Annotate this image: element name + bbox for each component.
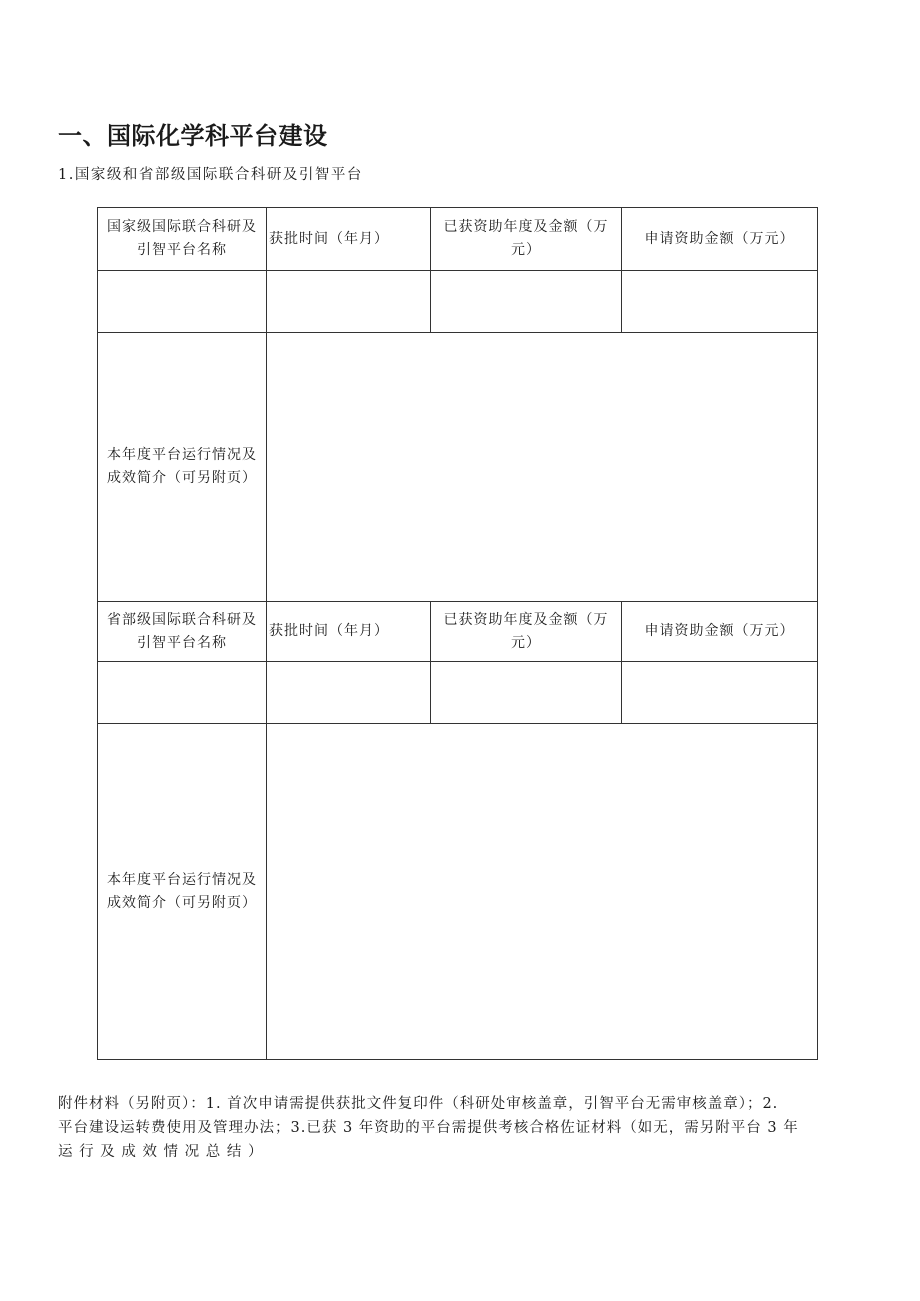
national-approval-time-label: 获批时间（年月） (267, 208, 431, 271)
attachment-line-3-char: 况 (184, 1144, 201, 1160)
platform-form-table (97, 207, 818, 1060)
provincial-platform-name-label: 省部级国际联合科研及引智平台名称 (98, 602, 267, 662)
national-approval-time-cell[interactable] (267, 271, 431, 333)
provincial-platform-name-cell[interactable] (98, 662, 267, 724)
attachment-line-3-char: 行 (79, 1144, 95, 1160)
attachment-line-3-char: 结 (226, 1144, 243, 1160)
subsection-title: 1.国家级和省部级国际联合科研及引智平台 (58, 167, 363, 183)
attachment-note (58, 1092, 858, 1164)
provincial-apply-amount-cell[interactable] (622, 662, 818, 724)
provincial-input-row (98, 662, 818, 724)
section-title: 一、国际化学科平台建设 (58, 122, 328, 150)
national-desc-row (98, 333, 818, 602)
provincial-apply-amount-label: 申请资助金额（万元） (622, 602, 818, 662)
national-header-row (98, 208, 818, 271)
national-apply-amount-cell[interactable] (622, 271, 818, 333)
attachment-line-3-char: 总 (205, 1144, 222, 1160)
provincial-header-row (98, 602, 818, 662)
national-platform-name-cell[interactable] (98, 271, 267, 333)
attachment-line-3-char: 效 (142, 1144, 158, 1160)
provincial-funded-amount-cell[interactable] (431, 662, 622, 724)
provincial-desc-row (98, 724, 818, 1060)
attachment-line-3-char: 情 (163, 1144, 180, 1160)
national-funded-amount-label: 已获资助年度及金额（万元） (431, 208, 622, 271)
national-desc-cell[interactable] (267, 333, 818, 602)
provincial-desc-label: 本年度平台运行情况及成效简介（可另附页） (98, 724, 267, 1060)
attachment-line-3-char: ） (247, 1144, 264, 1160)
attachment-line-3-char: 成 (121, 1144, 137, 1160)
attachment-line-1: 附件材料（另附页）：1. 首次申请需提供获批文件复印件（科研处审核盖章，引智平台无需审核盖章）；2. (58, 1096, 779, 1112)
attachment-line-3 (58, 1140, 850, 1164)
national-apply-amount-label: 申请资助金额（万元） (622, 208, 818, 271)
provincial-approval-time-cell[interactable] (267, 662, 431, 724)
provincial-funded-amount-label: 已获资助年度及金额（万元） (431, 602, 622, 662)
national-platform-name-label: 国家级国际联合科研及引智平台名称 (98, 208, 267, 271)
provincial-desc-cell[interactable] (267, 724, 818, 1060)
national-input-row (98, 271, 818, 333)
provincial-approval-time-label: 获批时间（年月） (267, 602, 431, 662)
attachment-line-3-char: 及 (100, 1144, 116, 1160)
attachment-line-2: 平台建设运转费使用及管理办法；3.已获 3 年资助的平台需提供考核合格佐证材料（如无，需另附平台 3 年 (58, 1120, 799, 1136)
national-funded-amount-cell[interactable] (431, 271, 622, 333)
national-desc-label: 本年度平台运行情况及成效简介（可另附页） (98, 333, 267, 602)
attachment-line-3-char: 运 (58, 1144, 74, 1160)
